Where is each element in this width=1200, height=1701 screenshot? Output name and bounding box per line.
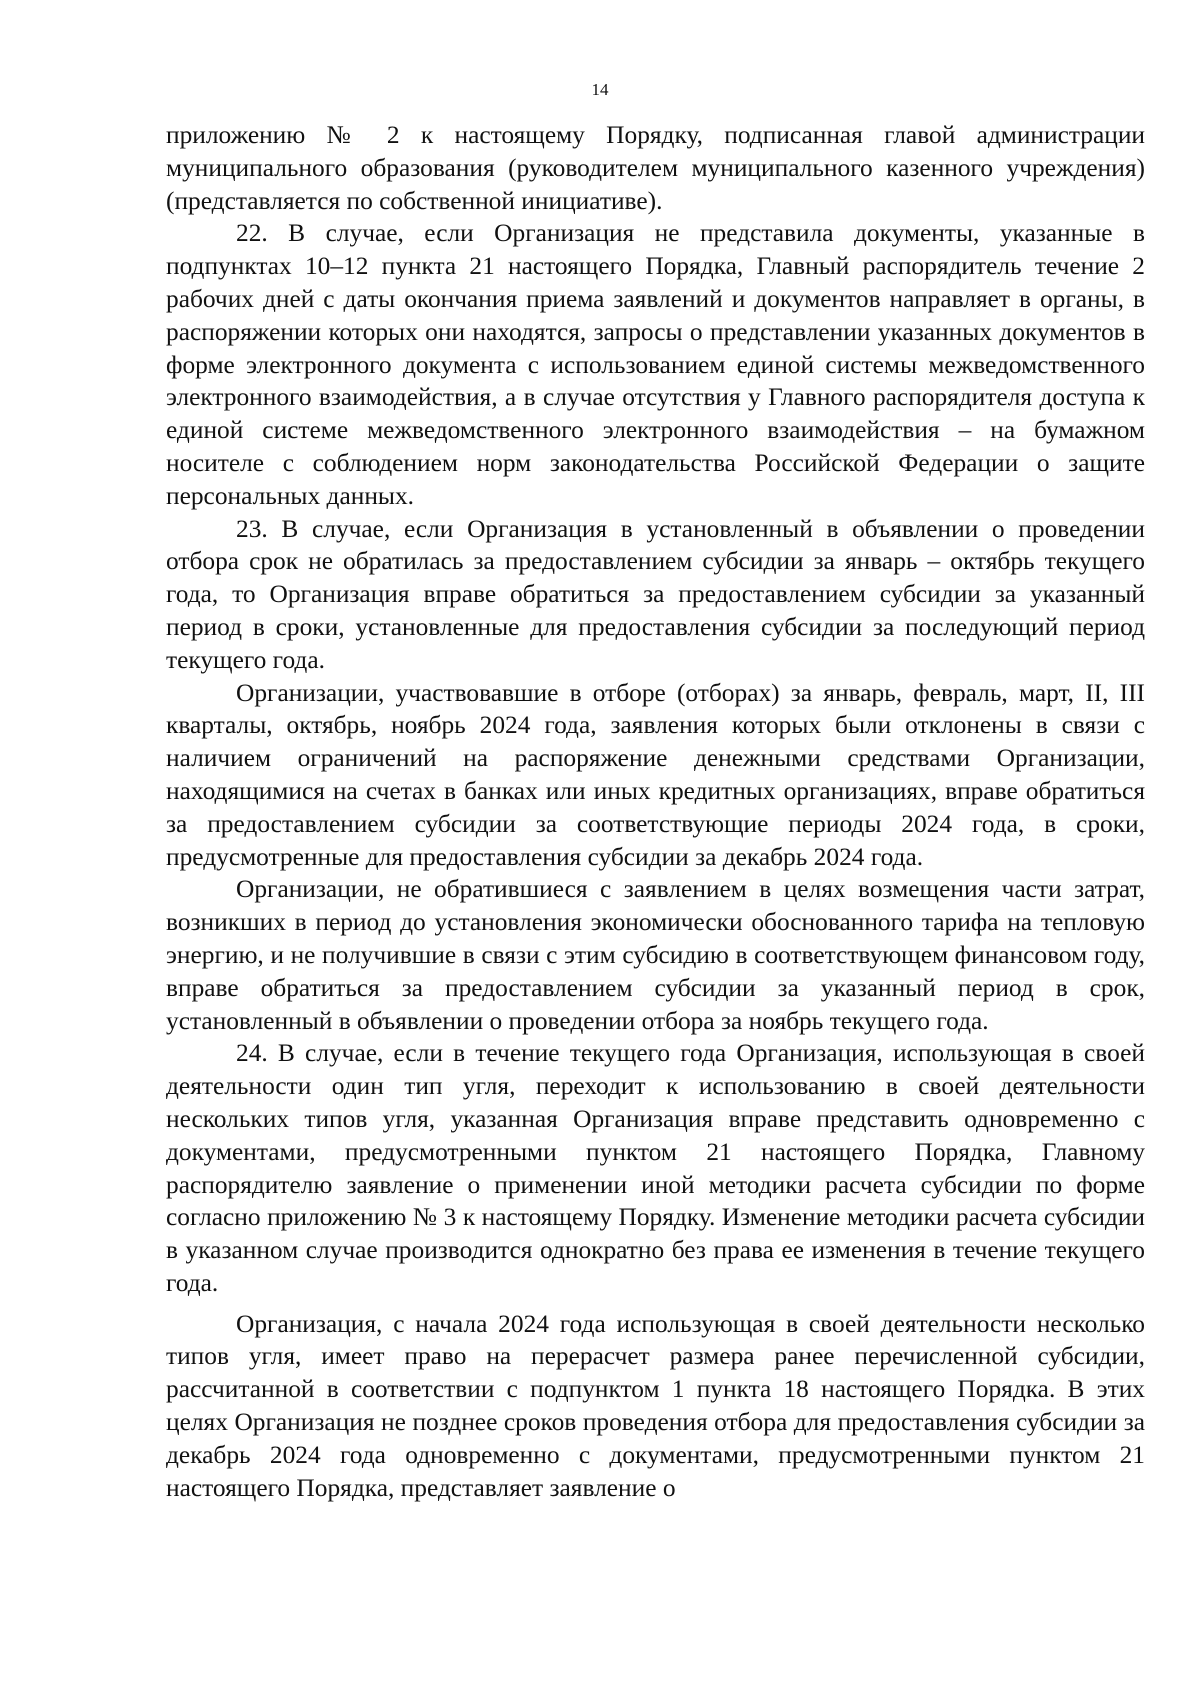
page-number: 14: [591, 80, 609, 99]
paragraph-continuation: приложению № 2 к настоящему Порядку, подписанная главой администрации муниципального образования (руководителем муниципального казенного учреждения) (представляется по собственной инициативе).: [166, 121, 1145, 215]
paragraph-clause-23-part-3: Организации, не обратившиеся с заявлением в целях возмещения части затрат, возникших в период до установления экономически обоснованного тарифа на тепловую энергию, и не получившие в связи с этим субсидию в соответствующем финансовом году, вправе обратиться за предоставлением субсидии за указанный период в срок, установленный в объявлении о проведении отбора за ноябрь текущего года.: [166, 875, 1145, 1035]
document-body: [166, 119, 1145, 1504]
paragraph-clause-24: 24. В случае, если в течение текущего года Организация, использующая в своей деятельности один тип угля, переходит к использованию в своей деятельности нескольких типов угля, указанная Организация вправе представить одновременно с документами, предусмотренными пунктом 21 настоящего Порядка, Главному распорядителю заявление о применении иной методики расчета субсидии по форме согласно приложению № 3 к настоящему Порядку. Изменение методики расчета субсидии в указанном случае производится однократно без права ее изменения в течение текущего года.: [166, 1039, 1145, 1297]
paragraph-clause-22: 22. В случае, если Организация не представила документы, указанные в подпунктах 10–12 пункта 21 настоящего Порядка, Главный распорядитель течение 2 рабочих дней с даты окончания приема заявлений и документов направляет в органы, в распоряжении которых они находятся, запросы о представлении указанных документов в форме электронного документа с использованием единой системы межведомственного электронного взаимодействия, а в случае отсутствия у Главного распорядителя доступа к единой системе межведомственного электронного взаимодействия – на бумажном носителе с соблюдением норм законодательства Российской Федерации о защите персональных данных.: [166, 219, 1145, 510]
paragraph-clause-23-part-2: Организации, участвовавшие в отборе (отборах) за январь, февраль, март, II, III кварталы, октябрь, ноябрь 2024 года, заявления которых были отклонены в связи с наличием ограничений на распоряжение денежными средствами Организации, находящимися на счетах в банках или иных кредитных организациях, вправе обратиться за предоставлением субсидии за соответствующие периоды 2024 года, в сроки, предусмотренные для предоставления субсидии за декабрь 2024 года.: [166, 678, 1145, 871]
paragraph-clause-23: 23. В случае, если Организация в установленный в объявлении о проведении отбора срок не обратилась за предоставлением субсидии за январь – октябрь текущего года, то Организация вправе обратиться за предоставлением субсидии за указанный период в сроки, установленные для предоставления субсидии за последующий период текущего года.: [166, 514, 1145, 674]
paragraph-clause-24-part-2: Организация, с начала 2024 года использующая в своей деятельности несколько типов угля, имеет право на перерасчет размера ранее перечисленной субсидии, рассчитанной в соответствии с подпунктом 1 пункта 18 настоящего Порядка. В этих целях Организация не позднее сроков проведения отбора для предоставления субсидии за декабрь 2024 года одновременно с документами, предусмотренными пунктом 21 настоящего Порядка, представляет заявление о: [166, 1309, 1145, 1502]
